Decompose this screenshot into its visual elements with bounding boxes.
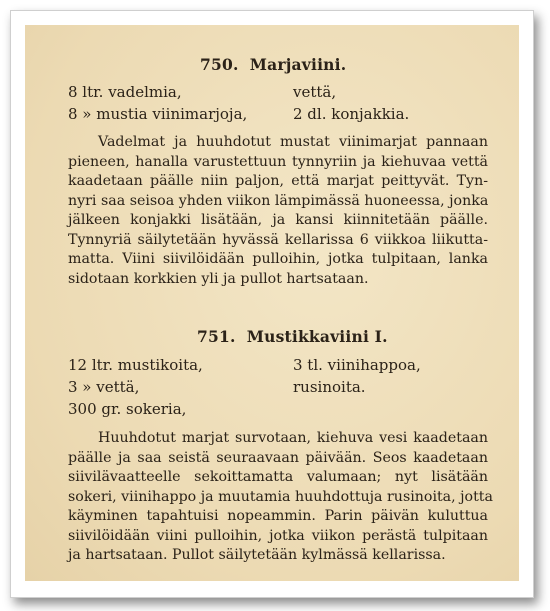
text-line: nyri saa seisoa yhden viikon lämpimässä huoneessa, jonka — [68, 192, 489, 209]
recipe-751-instructions — [68, 429, 493, 566]
photo-frame — [10, 10, 534, 598]
text-line: sokeri, viinihappo ja muutamia huuhdottuja rusinoita, jotta — [68, 488, 493, 505]
ingredient: 8 » mustia viinimarjoja, — [68, 105, 248, 123]
text-line: Huuhdotut marjat survotaan, kiehuva vesi kaadetaan — [98, 430, 488, 446]
recipe-name: Marjaviini. — [249, 55, 347, 74]
recipe-750-instructions — [68, 133, 488, 289]
recipe-750-title — [200, 55, 346, 74]
text-line: jälkeen konjakki lisätään, ja kansi kiinnitetään päälle. — [68, 212, 488, 228]
ingredient: 300 gr. sokeria, — [68, 400, 187, 418]
text-line: pieneen, hanalla varustettuun tynnyriin ja kiehuvaa vettä — [68, 153, 488, 170]
ingredient: rusinoita. — [293, 378, 366, 396]
ingredient: vettä, — [293, 83, 337, 101]
text-line: siivilöidään viini pulloihin, jotka viikon perästä tulpitaan — [68, 527, 488, 544]
text-line: Tynnyriä säilytetään hyvässä kellarissa 6 viikkoa liikutta- — [68, 231, 488, 248]
ingredient: 3 tl. viinihappoa, — [293, 356, 421, 374]
recipe-number: 750. — [200, 55, 239, 74]
recipe-name: Mustikkaviini I. — [246, 327, 388, 346]
ingredient: 3 » vettä, — [68, 378, 140, 396]
text-line: päälle ja saa seistä seuraavaan päivään. Seos kaadetaan — [68, 449, 488, 466]
recipe-751-title — [197, 327, 388, 346]
book-page — [25, 25, 519, 581]
ingredient: 8 ltr. vadelmia, — [68, 83, 182, 101]
text-line: käyminen tapahtuisi nopeammin. Parin päivän kuluttua — [68, 508, 488, 524]
text-line: sidotaan korkkien yli ja pullot hartsataan. — [68, 270, 369, 287]
text-line: ja hartsataan. Pullot säilytetään kylmässä kellarissa. — [68, 547, 446, 563]
text-line: Vadelmat ja huuhdotut mustat viinimarjat pannaan — [98, 134, 488, 150]
ingredient: 12 ltr. mustikoita, — [68, 356, 203, 374]
text-line: siivilävaatteelle sekoittamatta valumaan; nyt lisätään — [68, 469, 488, 485]
ingredient: 2 dl. konjakkia. — [293, 105, 410, 123]
recipe-number: 751. — [197, 327, 236, 346]
text-line: kaadetaan päälle niin paljon, että marjat peittyvät. Tyn- — [68, 173, 488, 189]
text-line: matta. Viini siivilöidään pulloihin, jotka tulpitaan, lanka — [68, 251, 488, 267]
